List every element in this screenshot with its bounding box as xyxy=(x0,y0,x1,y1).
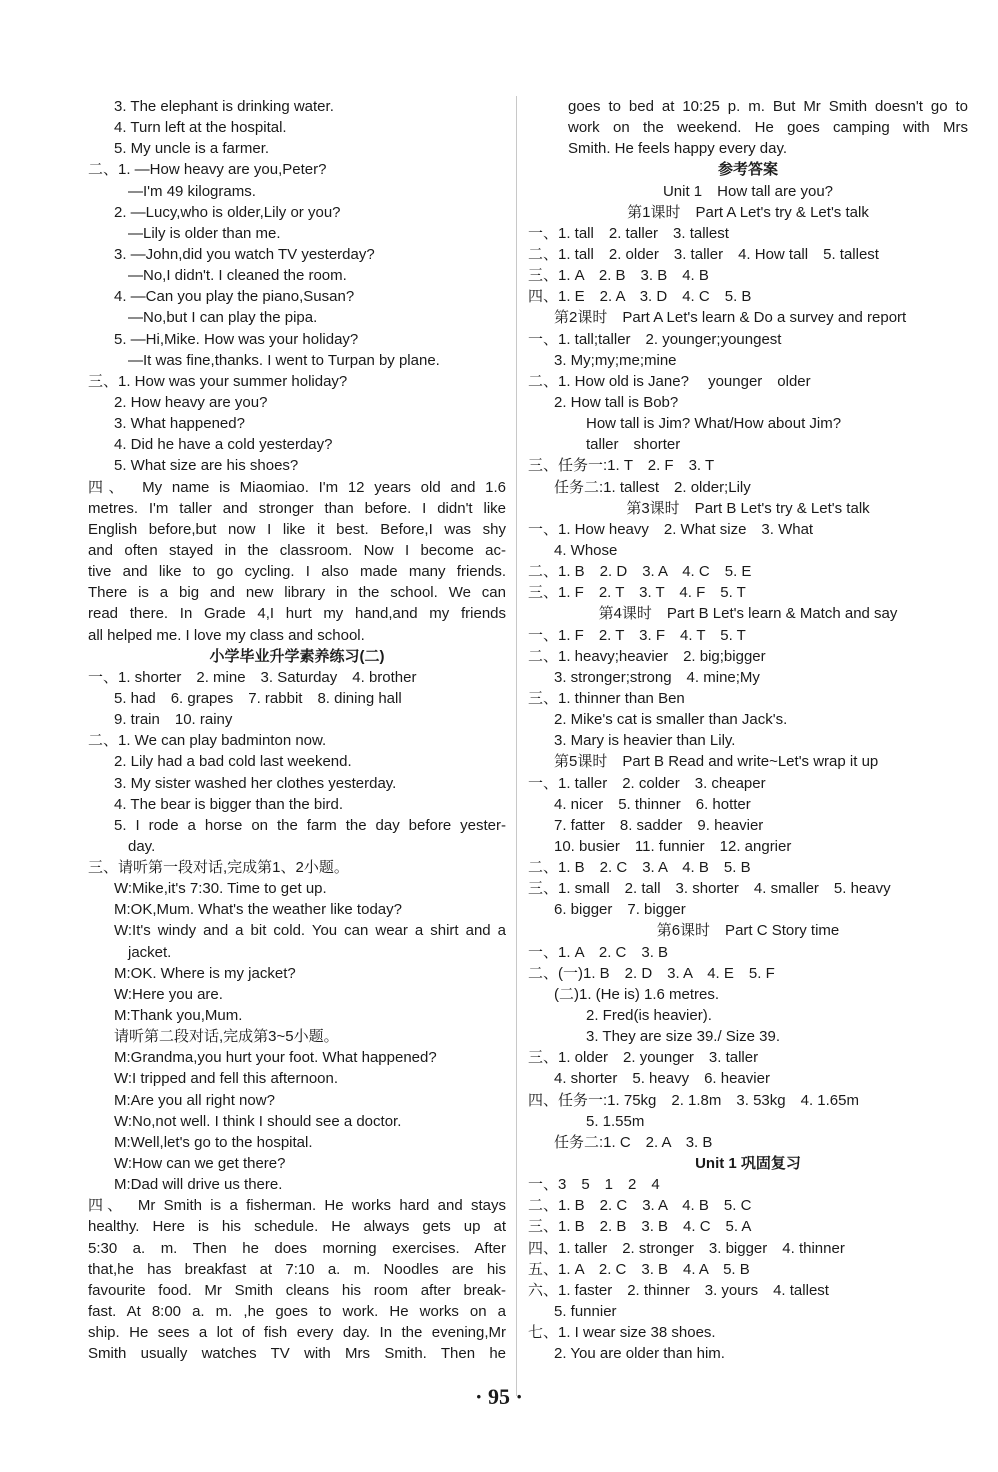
right-text-line: 3. stronger;strong 4. mine;My xyxy=(554,668,760,686)
left-text-line: 二、1. We can play badminton now. xyxy=(88,732,327,750)
left-text-line: 5. What size are his shoes? xyxy=(114,457,299,475)
right-text-line: 4. nicer 5. thinner 6. hotter xyxy=(554,795,751,813)
right-text-line: 三、1. F 2. T 3. T 4. F 5. T xyxy=(528,584,746,602)
left-text-line: 二、1. —How heavy are you,Peter? xyxy=(88,161,327,179)
left-text-line: M:Are you all right now? xyxy=(114,1091,275,1109)
left-text-line: 四、 My name is Miaomiao. I'm 12 years old and 1.6 xyxy=(88,478,506,496)
right-text-line: 三、1. small 2. tall 3. shorter 4. smaller 5. heavy xyxy=(528,880,891,898)
left-text-line: 4. —Can you play the piano,Susan? xyxy=(114,288,355,306)
left-text-line: 一、1. shorter 2. mine 3. Saturday 4. brother xyxy=(88,668,417,686)
left-text-line: and often stayed in the classroom. Now I become ac- xyxy=(88,541,506,559)
right-column xyxy=(528,96,968,1364)
left-text-line: all helped me. I love my class and school. xyxy=(88,626,365,644)
right-text-line: 参考答案 xyxy=(717,161,778,179)
right-text-line: 二、1. B 2. C 3. A 4. B 5. C xyxy=(528,1197,752,1215)
right-text-line: 四、任务一:1. 75kg 2. 1.8m 3. 53kg 4. 1.65m xyxy=(528,1091,859,1109)
left-text-line: M:OK,Mum. What's the weather like today? xyxy=(114,901,402,919)
left-text-line: 2. —Lucy,who is older,Lily or you? xyxy=(114,203,341,221)
right-text-line: 七、1. I wear size 38 shoes. xyxy=(528,1324,716,1342)
right-text-line: 一、1. How heavy 2. What size 3. What xyxy=(528,520,814,538)
right-text-line: 3. They are size 39./ Size 39. xyxy=(586,1028,780,1046)
right-text-line: 二、1. B 2. D 3. A 4. C 5. E xyxy=(528,563,752,581)
left-text-line: 4. Did he have a cold yesterday? xyxy=(114,436,333,454)
right-text-line: 三、1. older 2. younger 3. taller xyxy=(528,1049,759,1067)
right-text-line: 五、1. A 2. C 3. B 4. A 5. B xyxy=(528,1260,750,1278)
left-text-line: read there. In Grade 4,I hurt my hand,and my friends xyxy=(88,605,506,623)
right-text-line: 二、1. How old is Jane? younger older xyxy=(528,372,811,390)
left-text-line: M:Well,let's go to the hospital. xyxy=(114,1133,313,1151)
left-text-line: 三、请听第一段对话,完成第1、2小题。 xyxy=(88,859,349,877)
left-text-line: 四、 Mr Smith is a fisherman. He works hard and stays xyxy=(88,1197,506,1215)
right-text-line: 二、1. heavy;heavier 2. big;bigger xyxy=(528,647,766,665)
left-text-line: 4. The bear is bigger than the bird. xyxy=(114,795,344,813)
left-text-line: fast. At 8:00 a. m. ,he goes to work. He works on a xyxy=(88,1303,506,1321)
left-text-line: 5. My uncle is a farmer. xyxy=(114,140,270,158)
right-text-line: 三、1. thinner than Ben xyxy=(528,689,685,707)
left-text-line: W:No,not well. I think I should see a doctor. xyxy=(114,1112,402,1130)
right-text-line: 一、1. taller 2. colder 3. cheaper xyxy=(528,774,766,792)
left-text-line: —No,I didn't. I cleaned the room. xyxy=(128,267,347,285)
left-text-line: W:It's windy and a bit cold. You can wear a shirt and a xyxy=(114,922,506,940)
right-text-line: 3. My;my;me;mine xyxy=(554,351,677,369)
left-text-line: 5:30 a. m. Then he does morning exercises. After xyxy=(88,1239,506,1257)
left-text-line: 9. train 10. rainy xyxy=(114,711,233,729)
right-text-line: 5. funnier xyxy=(554,1303,617,1321)
right-text-line: taller shorter xyxy=(586,436,681,454)
right-text-line: goes to bed at 10:25 p. m. But Mr Smith doesn't go to xyxy=(568,98,968,115)
left-text-line: There is a big and new library in the school. We can xyxy=(88,584,506,602)
right-text-line: 第1课时 Part A Let's try & Let's talk xyxy=(627,203,869,221)
right-text-line: 5. 1.55m xyxy=(586,1112,645,1130)
left-text-line: 3. My sister washed her clothes yesterday. xyxy=(114,774,397,792)
right-text-line: 第3课时 Part B Let's try & Let's talk xyxy=(626,499,870,517)
right-text-line: 3. Mary is heavier than Lily. xyxy=(554,732,736,750)
right-text-line: 六、1. faster 2. thinner 3. yours 4. tallest xyxy=(528,1281,829,1299)
left-text-line: 5. had 6. grapes 7. rabbit 8. dining hall xyxy=(114,689,402,707)
right-text-line: 二、1. tall 2. older 3. taller 4. How tall 5. tallest xyxy=(528,245,879,263)
left-text-line: W:I tripped and fell this afternoon. xyxy=(114,1070,339,1088)
left-text-line: tive and like to go cycling. I also made many friends. xyxy=(88,563,506,581)
left-text-line: that,he has breakfast at 7:10 a. m. Noodles are his xyxy=(88,1260,506,1278)
right-text-line: 四、1. taller 2. stronger 3. bigger 4. thinner xyxy=(528,1239,845,1257)
right-text-line: 7. fatter 8. sadder 9. heavier xyxy=(554,816,764,834)
left-text-line: W:How can we get there? xyxy=(114,1155,286,1173)
right-text-line: 6. bigger 7. bigger xyxy=(554,901,686,919)
right-text-line: 二、1. B 2. C 3. A 4. B 5. B xyxy=(528,859,751,877)
left-text-line: 3. The elephant is drinking water. xyxy=(114,98,334,115)
left-text-line: favourite food. Mr Smith cleans his room after break- xyxy=(88,1281,506,1299)
column-divider xyxy=(516,96,517,1396)
right-text-line: 2. Mike's cat is smaller than Jack's. xyxy=(554,711,788,729)
left-text-line: 三、1. How was your summer holiday? xyxy=(88,372,348,390)
left-text-line: M:Dad will drive us there. xyxy=(114,1176,283,1194)
left-text-line: W:Mike,it's 7:30. Time to get up. xyxy=(114,880,327,898)
left-text-line: jacket. xyxy=(128,943,172,961)
right-text-line: 三、任务一:1. T 2. F 3. T xyxy=(528,457,715,475)
left-text-line: 5. I rode a horse on the farm the day before yester- xyxy=(114,816,506,834)
left-text-line: 2. Lily had a bad cold last weekend. xyxy=(114,753,352,771)
right-text-line: 一、3 5 1 2 4 xyxy=(528,1176,660,1194)
left-text-line: metres. I'm taller and stronger than before. I didn't like xyxy=(88,499,506,517)
right-text-line: 二、(一)1. B 2. D 3. A 4. E 5. F xyxy=(528,964,775,982)
left-text-line: day. xyxy=(128,837,156,855)
right-text-line: 四、1. E 2. A 3. D 4. C 5. B xyxy=(528,288,752,306)
right-text-line: Unit 1 How tall are you? xyxy=(662,182,834,200)
right-text-line: 三、1. A 2. B 3. B 4. B xyxy=(528,267,709,285)
right-text-line: 第5课时 Part B Read and write~Let's wrap it up xyxy=(554,753,879,771)
left-text-line: M:Thank you,Mum. xyxy=(114,1007,243,1025)
left-text-line: 3. What happened? xyxy=(114,415,245,433)
right-text-line: 2. Fred(is heavier). xyxy=(586,1007,712,1025)
left-text-line: ship. He sees a lot of fish every day. In the evening,Mr xyxy=(88,1324,506,1342)
page-number: · 95 · xyxy=(475,1384,523,1409)
left-text-line: 小学毕业升学素养练习(二) xyxy=(209,647,385,665)
right-text-line: 任务二:1. tallest 2. older;Lily xyxy=(554,478,751,496)
right-text-line: Smith. He feels happy every day. xyxy=(568,140,787,158)
left-text-line: M:OK. Where is my jacket? xyxy=(114,964,296,982)
right-text-line: 4. shorter 5. heavy 6. heavier xyxy=(554,1070,770,1088)
left-text-line: 2. How heavy are you? xyxy=(114,393,268,411)
right-text-line: Unit 1 巩固复习 xyxy=(695,1155,801,1173)
left-text-line: healthy. Here is his schedule. He always gets up at xyxy=(88,1218,506,1236)
left-text-line: —No,but I can play the pipa. xyxy=(128,309,318,327)
right-text-line: 三、1. B 2. B 3. B 4. C 5. A xyxy=(528,1218,752,1236)
right-text-line: How tall is Jim? What/How about Jim? xyxy=(586,415,842,433)
right-text-line: (二)1. (He is) 1.6 metres. xyxy=(554,985,720,1003)
left-text-line: —Lily is older than me. xyxy=(128,224,281,242)
left-text-line: 3. —John,did you watch TV yesterday? xyxy=(114,245,375,263)
right-text-line: 10. busier 11. funnier 12. angrier xyxy=(554,837,792,855)
left-text-line: W:Here you are. xyxy=(114,985,223,1003)
right-text-line: 一、1. A 2. C 3. B xyxy=(528,943,669,961)
left-text-line: 请听第二段对话,完成第3~5小题。 xyxy=(114,1028,339,1046)
right-text-line: 4. Whose xyxy=(554,541,618,559)
right-text-line: 第2课时 Part A Let's learn & Do a survey and report xyxy=(554,309,907,327)
right-text-line: 第6课时 Part C Story time xyxy=(656,922,840,940)
right-text-line: 一、1. tall;taller 2. younger;youngest xyxy=(528,330,782,348)
left-text-line: 5. —Hi,Mike. How was your holiday? xyxy=(114,330,359,348)
left-column xyxy=(88,96,506,1364)
right-text-line: 一、1. F 2. T 3. F 4. T 5. T xyxy=(528,626,746,644)
right-text-line: 任务二:1. C 2. A 3. B xyxy=(554,1133,713,1151)
right-text-line: 第4课时 Part B Let's learn & Match and say xyxy=(598,605,898,623)
left-text-line: —I'm 49 kilograms. xyxy=(128,182,256,200)
right-text-line: 一、1. tall 2. taller 3. tallest xyxy=(528,224,729,242)
right-text-line: 2. You are older than him. xyxy=(554,1345,725,1363)
right-text-line: work on the weekend. He goes camping with Mrs xyxy=(568,119,968,137)
left-text-line: English before,but now I like it best. Before,I was shy xyxy=(88,520,506,538)
left-text-line: Smith usually watches TV with Mrs Smith. Then he xyxy=(88,1345,506,1363)
left-text-line: 4. Turn left at the hospital. xyxy=(114,119,287,137)
left-text-line: M:Grandma,you hurt your foot. What happened? xyxy=(114,1049,437,1067)
right-text-line: 2. How tall is Bob? xyxy=(554,393,679,411)
left-text-line: —It was fine,thanks. I went to Turpan by plane. xyxy=(128,351,440,369)
